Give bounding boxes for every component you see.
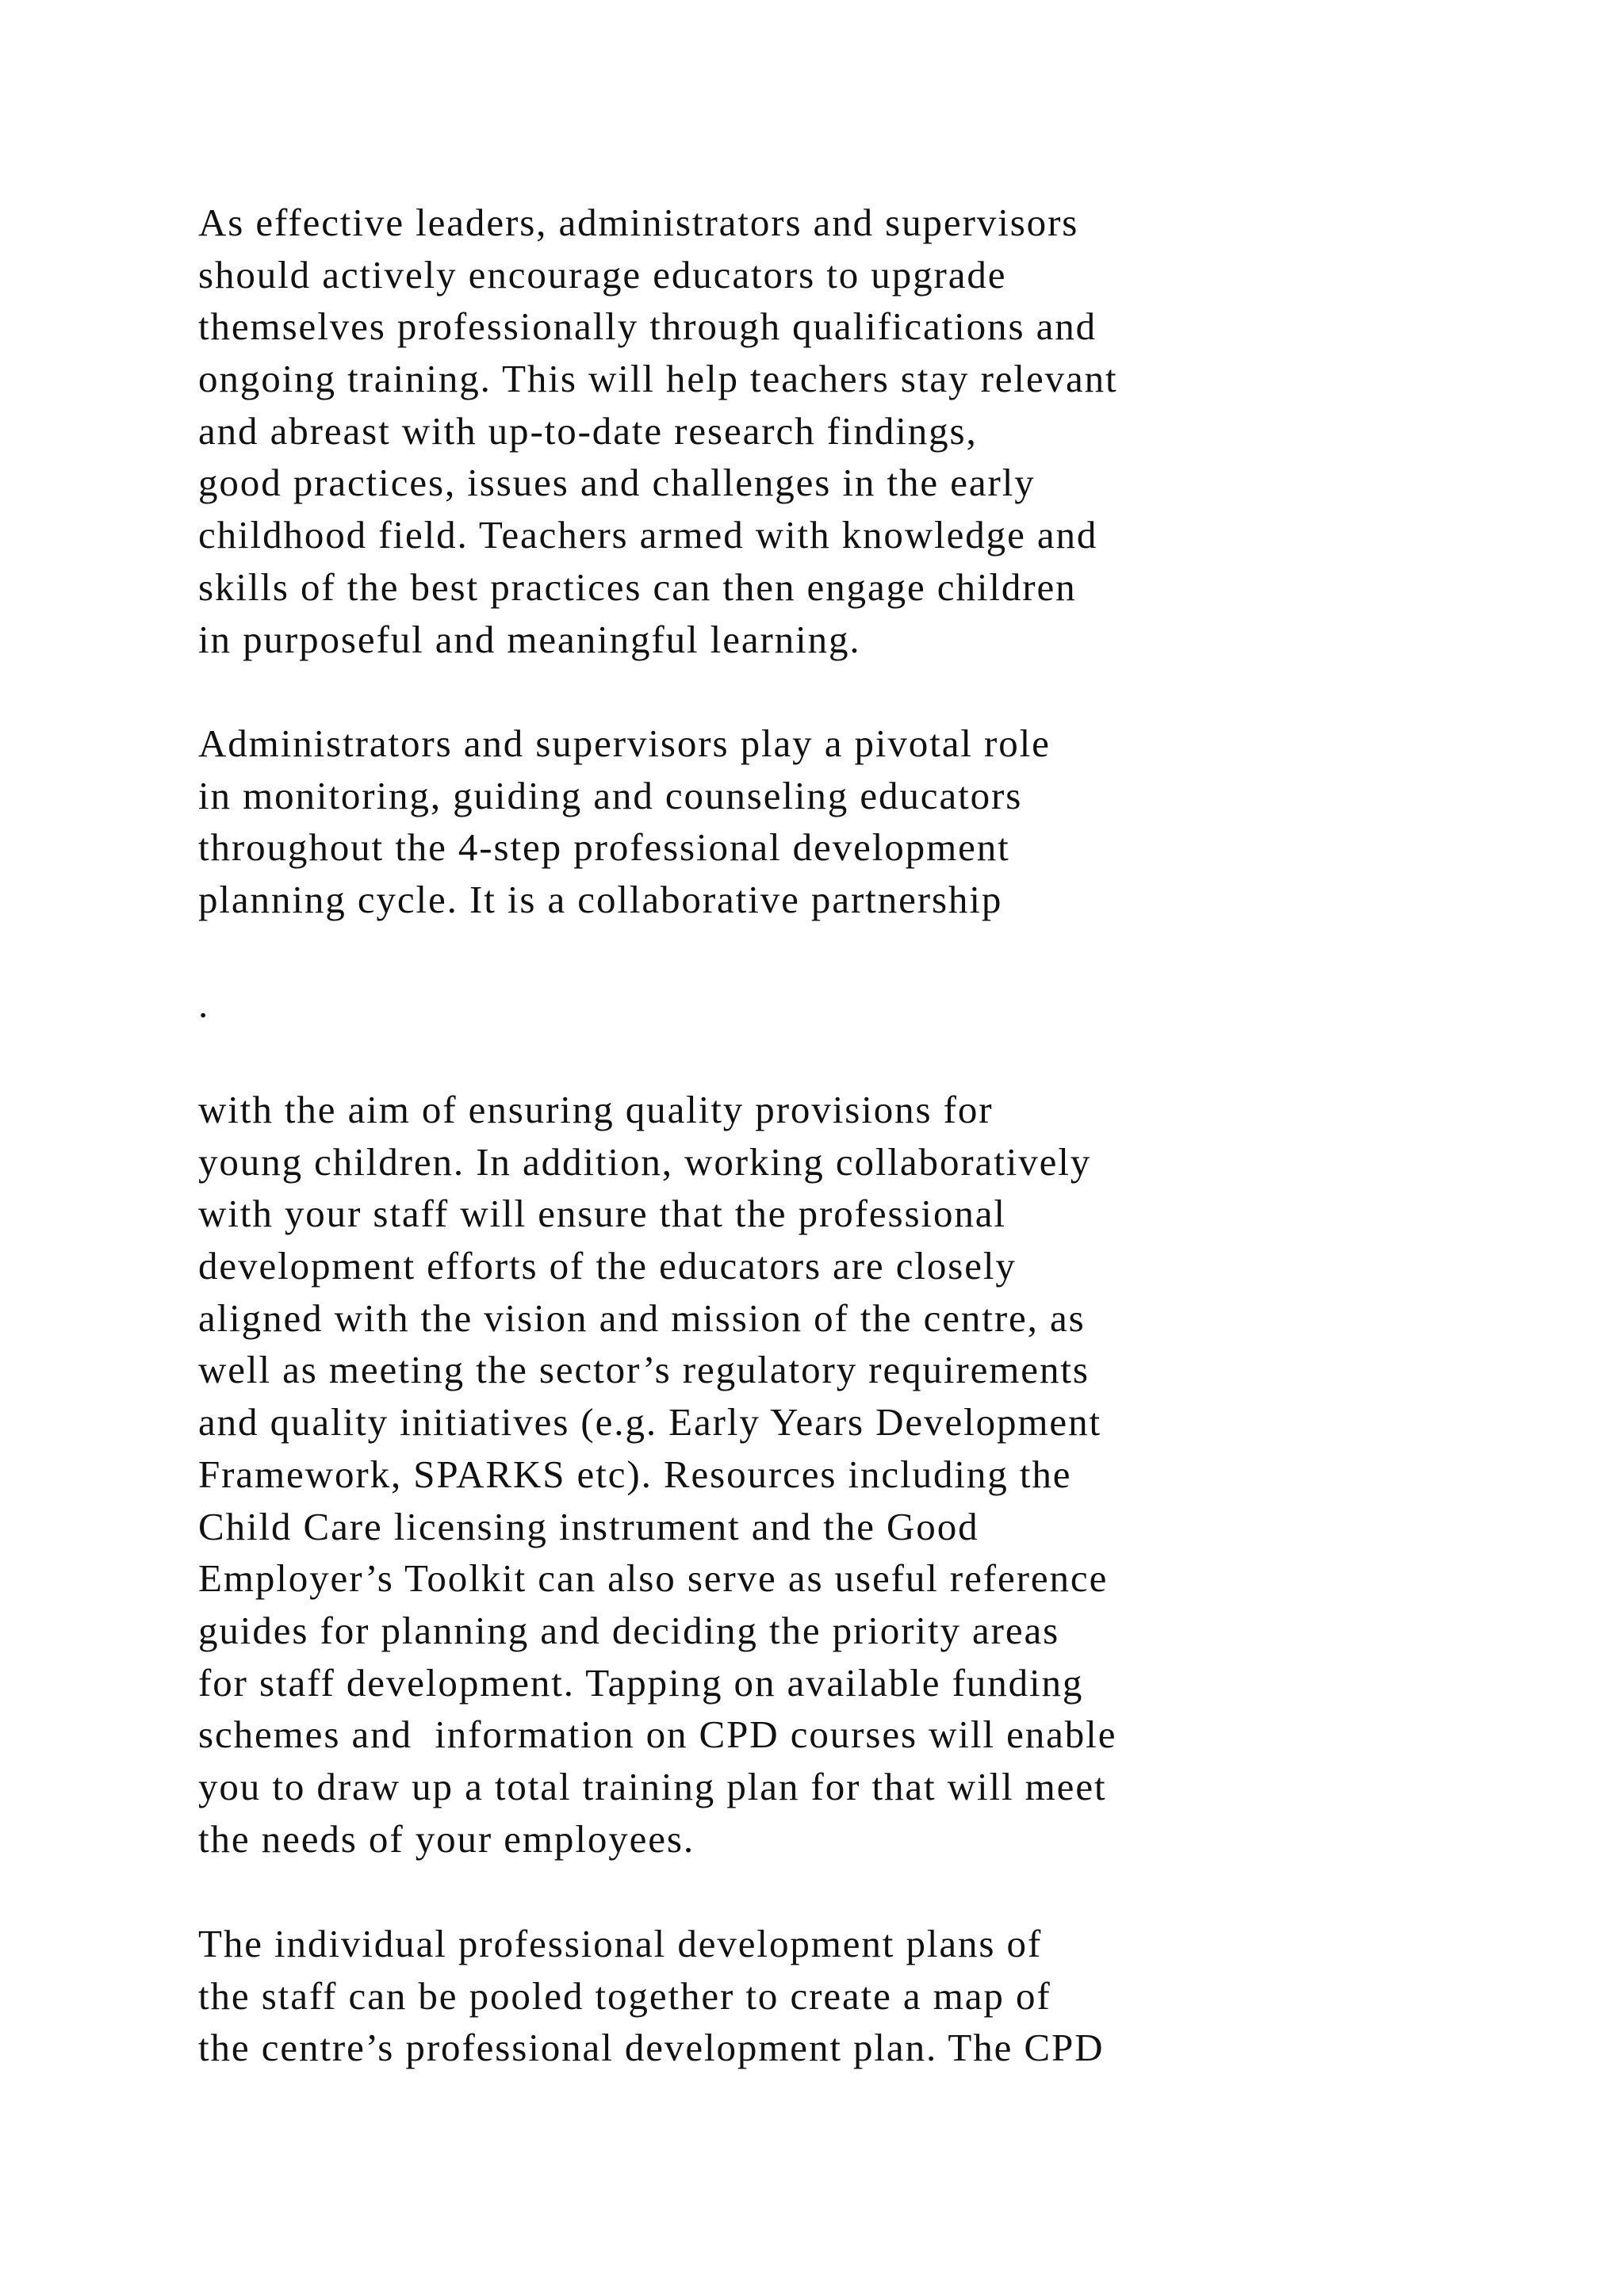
text-line: in monitoring, guiding and counseling educators [198, 773, 1023, 817]
text-line: and quality initiatives (e.g. Early Years Development [198, 1400, 1101, 1445]
text-line: in purposeful and meaningful learning. [198, 617, 861, 661]
text-line: ongoing training. This will help teachers stay relevant [198, 357, 1118, 401]
separator-dot-text: . [198, 982, 210, 1026]
text-line: guides for planning and deciding the priority areas [198, 1608, 1060, 1652]
paragraph-leaders-upgrade [198, 197, 1388, 665]
text-line: As effective leaders, administrators and supervisors [198, 201, 1079, 244]
text-line: the centre’s professional development plan. The CPD [198, 2026, 1105, 2070]
text-line: Administrators and supervisors play a pivotal role [198, 721, 1051, 765]
text-line: skills of the best practices can then engage children [198, 564, 1077, 609]
text-line: development efforts of the educators are closely [198, 1244, 1017, 1288]
text-line: the staff can be pooled together to create a map of [198, 1973, 1051, 2018]
text-line: schemes and information on CPD courses will enable [198, 1712, 1117, 1757]
paragraph-pivotal-role [198, 718, 1388, 926]
paragraph-quality-provisions [198, 1084, 1388, 1865]
text-line: The individual professional development plans of [198, 1922, 1043, 1965]
text-line: Child Care licensing instrument and the Good [198, 1504, 979, 1548]
text-line: with the aim of ensuring quality provisions for [198, 1088, 994, 1131]
text-line: themselves professionally through qualifications and [198, 304, 1097, 349]
text-line: aligned with the vision and mission of the centre, as [198, 1295, 1086, 1340]
text-line: you to draw up a total training plan for that will meet [198, 1764, 1107, 1808]
text-line: the needs of your employees. [198, 1816, 695, 1861]
text-line: young children. In addition, working collaboratively [198, 1139, 1092, 1184]
text-line: throughout the 4-step professional development [198, 825, 1010, 870]
text-line: should actively encourage educators to upgrade [198, 252, 1007, 297]
text-line: Framework, SPARKS etc). Resources including the [198, 1452, 1072, 1496]
text-line: childhood field. Teachers armed with knowledge and [198, 513, 1098, 557]
text-line: and abreast with up-to-date research findings, [198, 408, 978, 453]
text-line: good practices, issues and challenges in the early [198, 461, 1036, 505]
text-line: Employer’s Toolkit can also serve as useful reference [198, 1556, 1109, 1601]
text-line: for staff development. Tapping on available funding [198, 1660, 1084, 1705]
separator-dot [198, 978, 1388, 1031]
paragraph-individual-plans [198, 1918, 1388, 2074]
text-line: with your staff will ensure that the professional [198, 1192, 1006, 1236]
text-line: planning cycle. It is a collaborative partnership [198, 878, 1003, 922]
text-line: well as meeting the sector’s regulatory requirements [198, 1348, 1090, 1392]
